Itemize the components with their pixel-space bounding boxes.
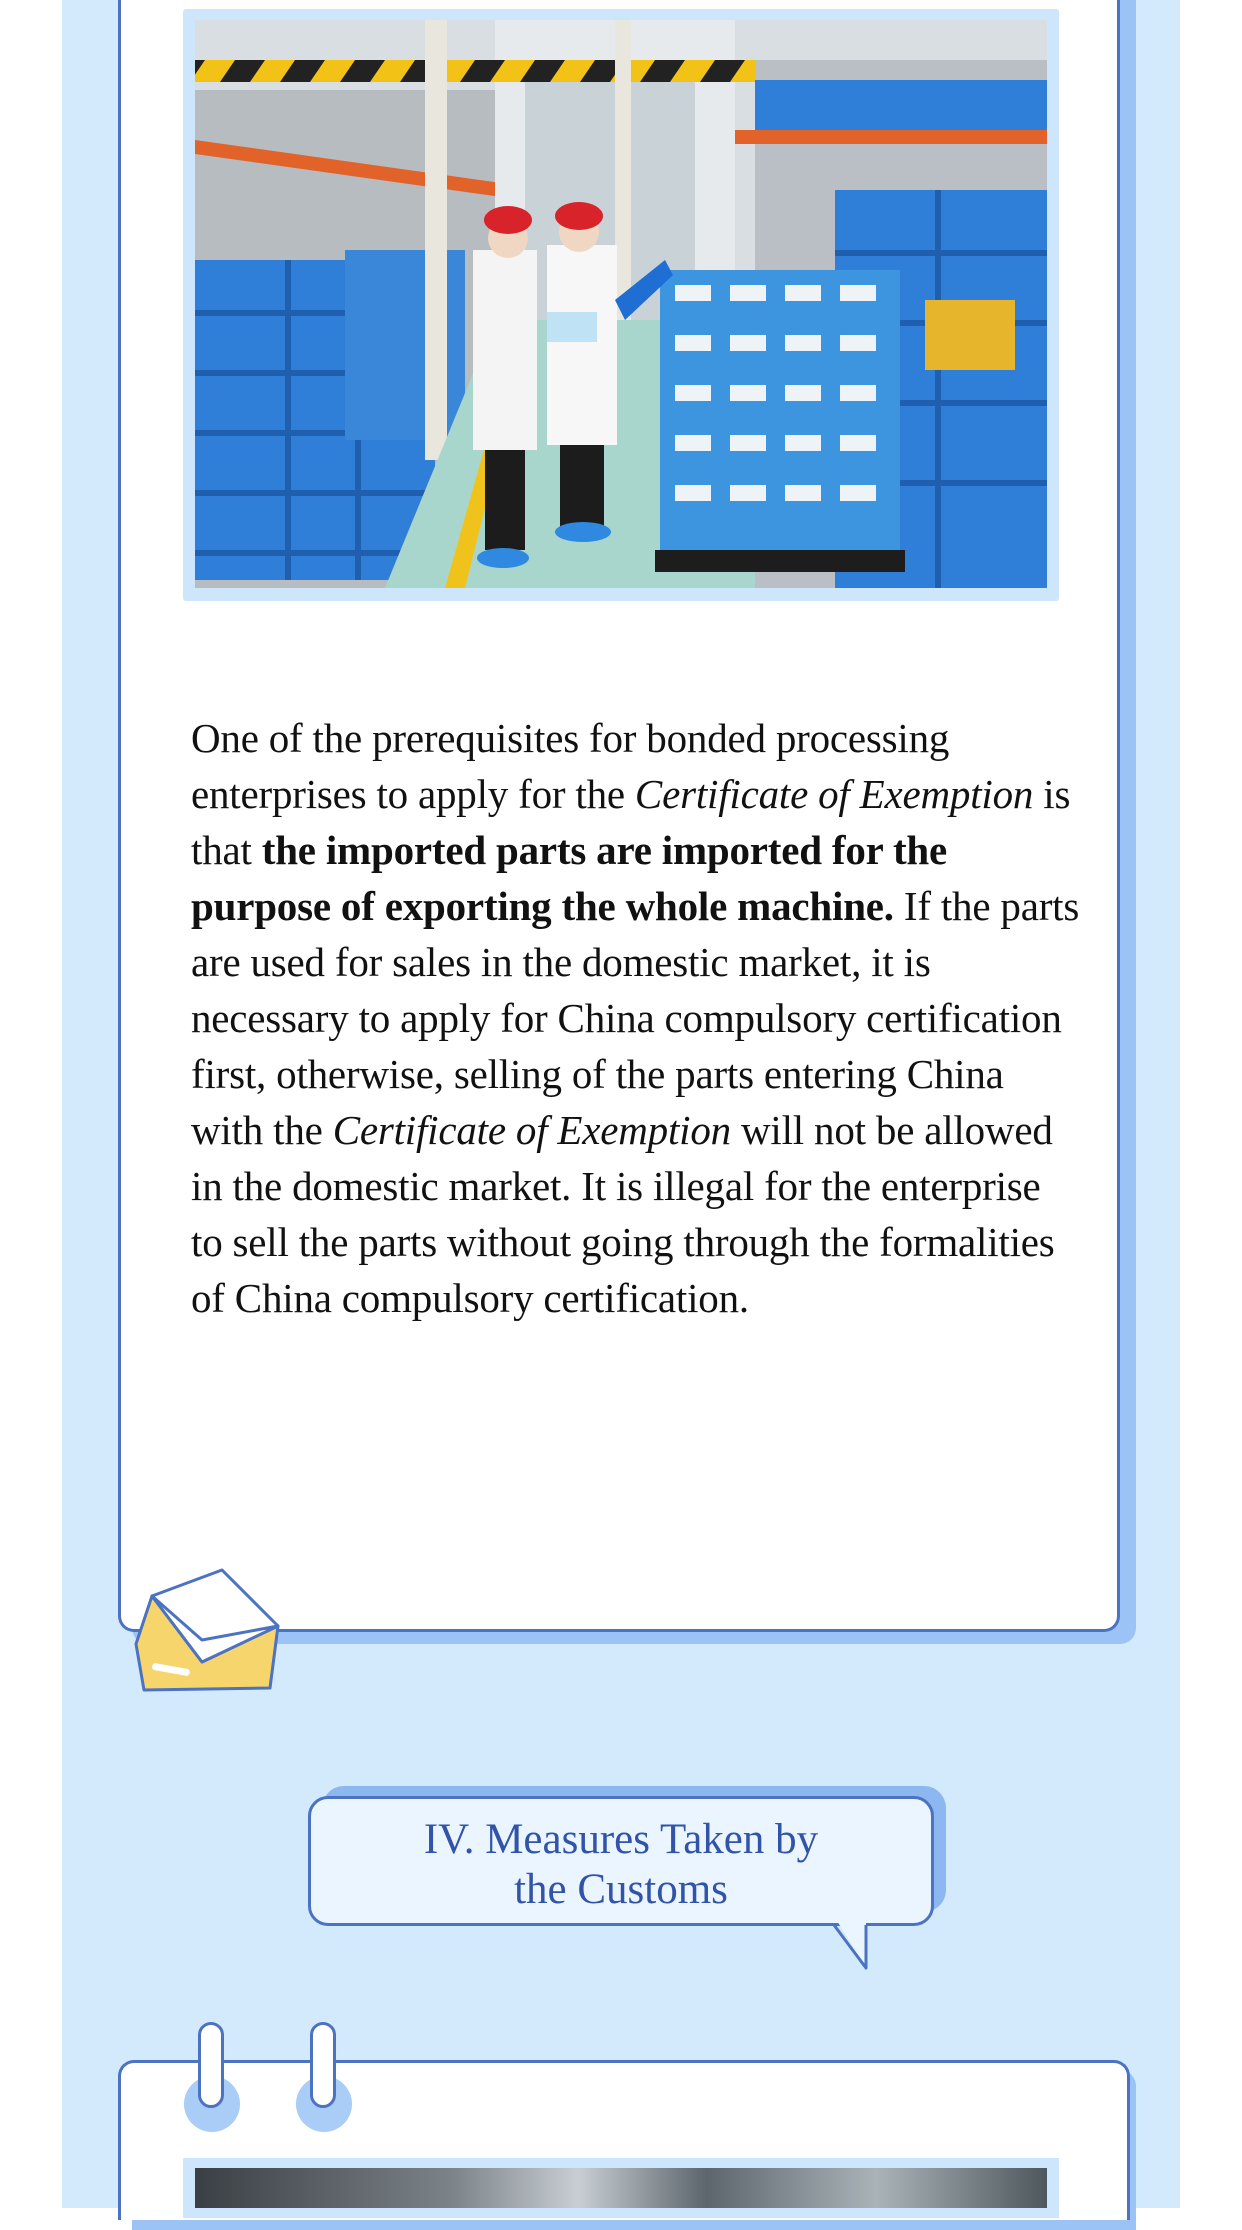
binder-ring-icon <box>198 2022 224 2108</box>
italic-term: Certificate of Exemption <box>332 1107 731 1153</box>
envelope-icon <box>130 1566 280 1706</box>
factory-photo <box>195 2168 1047 2208</box>
warehouse-inspection-photo <box>195 20 1047 588</box>
paragraph-text: If the parts are used for sales in the domestic market, it is necessary to apply for China compulsory certification first, otherwise, selling of the parts entering China with the <box>191 883 1080 1153</box>
speech-tail-icon <box>820 1916 880 1972</box>
paragraph-text: will not be allowed in the domestic market. It is illegal for the enterprise to sell the parts without going through the formalities of China compulsory certification. <box>191 1107 1055 1321</box>
italic-term: Certificate of Exemption <box>634 771 1034 817</box>
paragraph-text: is that <box>191 771 1071 873</box>
section-heading-bubble <box>308 1796 934 1926</box>
section-heading <box>331 1815 911 1915</box>
section-heading-line-1: IV. Measures Taken by <box>423 1816 819 1863</box>
bold-emphasis: the imported parts are imported for the purpose of exporting the whole machine. <box>191 827 948 929</box>
section-heading-line-2: the Customs <box>514 1866 728 1913</box>
article-paragraph <box>191 710 1081 1326</box>
binder-ring-icon <box>310 2022 336 2108</box>
paragraph-text: One of the prerequisites for bonded processing enterprises to apply for the <box>191 715 950 817</box>
